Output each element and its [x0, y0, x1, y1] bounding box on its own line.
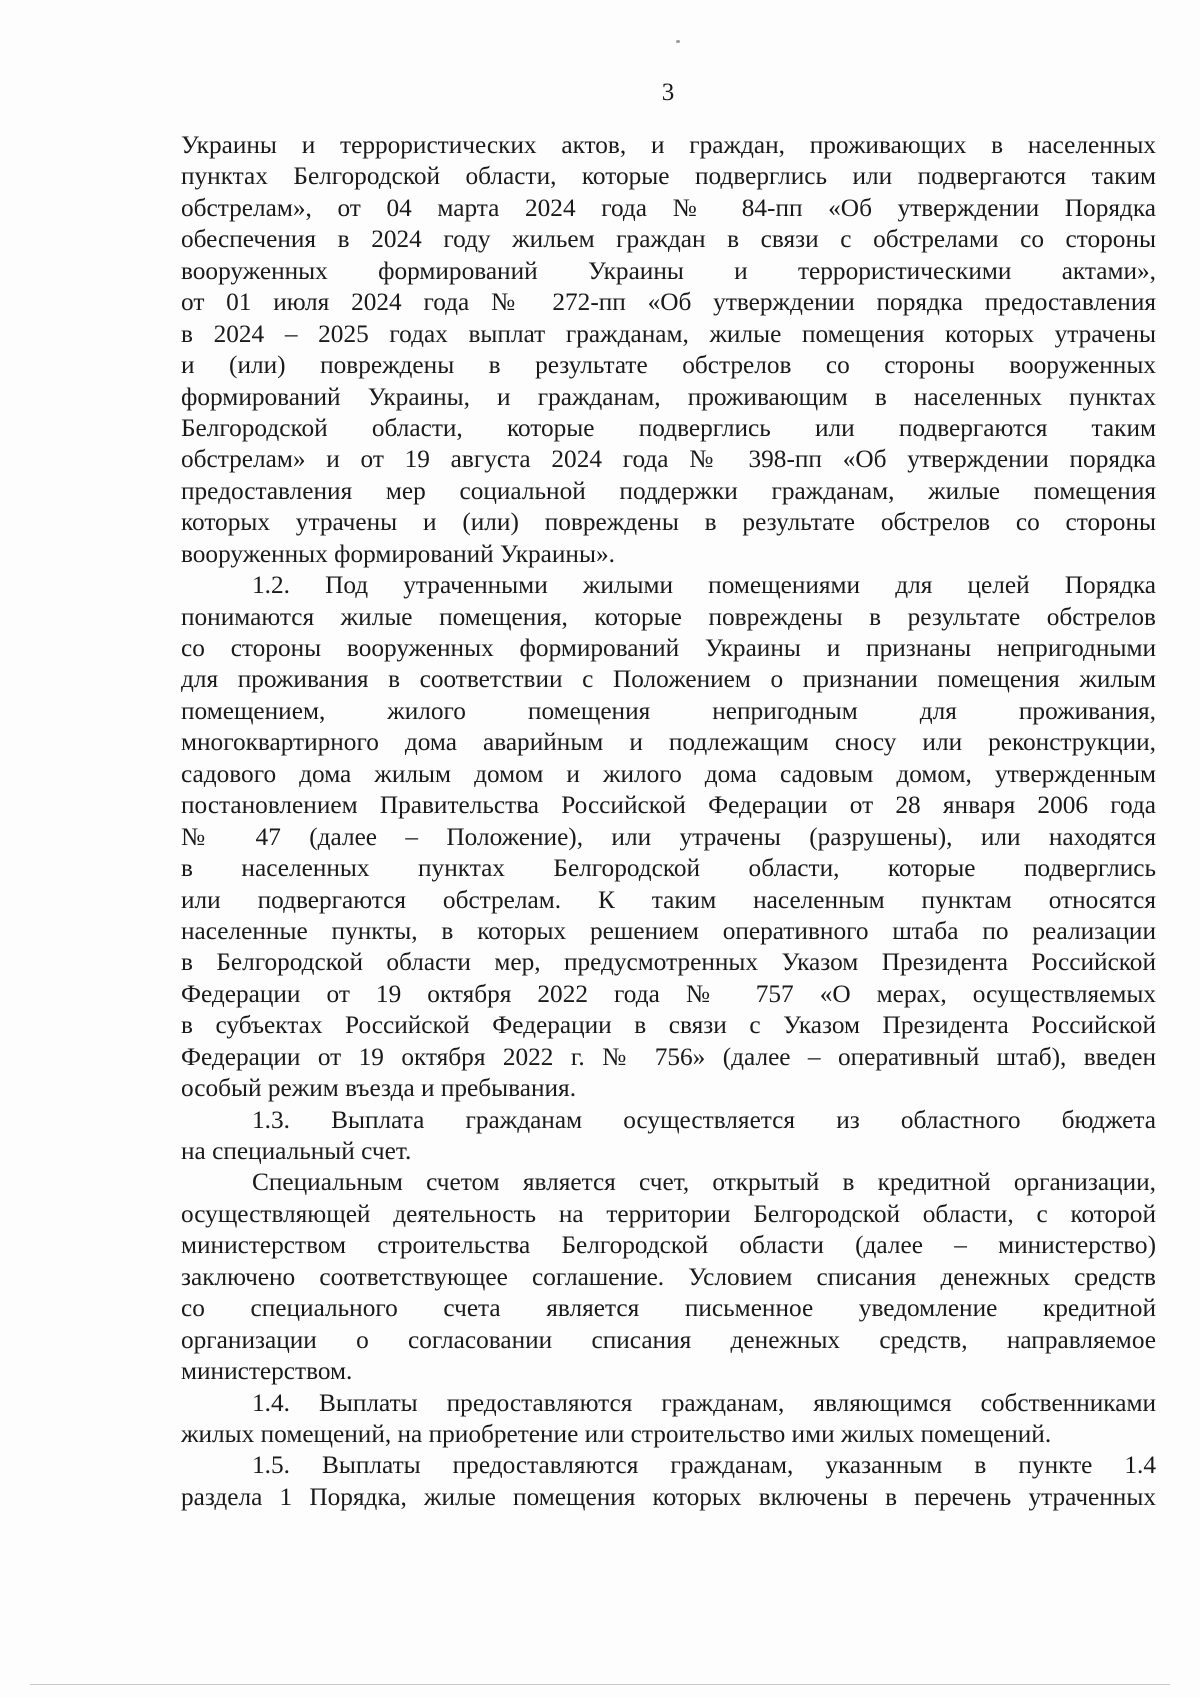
text-line: помещением, жилого помещения непригодным для проживания,: [181, 696, 1156, 725]
text-line: 1.4. Выплаты предоставляются гражданам, являющимся собственниками: [252, 1388, 1156, 1417]
text-line: в населенных пунктах Белгородской области, которые подверглись: [181, 854, 1156, 883]
text-line: № 47 (далее – Положение), или утрачены (разрушены), или находятся: [181, 822, 1156, 851]
text-line: вооруженных формирований Украины».: [181, 539, 615, 568]
text-line: или подвергаются обстрелам. К таким населенным пунктам относятся: [181, 885, 1156, 914]
text-line: пунктах Белгородской области, которые подверглись или подвергаются таким: [181, 162, 1156, 191]
text-line: заключено соответствующее соглашение. Условием списания денежных средств: [181, 1262, 1156, 1291]
text-line: жилых помещений, на приобретение или строительство ими жилых помещений.: [181, 1419, 1052, 1448]
paragraph: [181, 570, 1156, 1104]
paragraph: [181, 1105, 1156, 1168]
text-line: и (или) повреждены в результате обстрелов со стороны вооруженных: [181, 351, 1156, 380]
text-line: Украины и террористических актов, и граждан, проживающих в населенных: [181, 131, 1156, 159]
text-line: Федерации от 19 октября 2022 г. № 756» (далее – оперативный штаб), введен: [181, 1042, 1156, 1071]
text-line: 1.5. Выплаты предоставляются гражданам, указанным в пункте 1.4: [252, 1451, 1156, 1480]
scan-edge-line: [30, 1684, 1170, 1685]
text-line: на специальный счет.: [181, 1137, 412, 1165]
text-line: понимаются жилые помещения, которые повреждены в результате обстрелов: [181, 602, 1156, 631]
text-line: Белгородской области, которые подверглись или подвергаются таким: [181, 413, 1156, 442]
text-line: предоставления мер социальной поддержки гражданам, жилые помещения: [181, 476, 1156, 505]
text-line: населенные пункты, в которых решением оперативного штаба по реализации: [181, 916, 1156, 945]
text-line: в Белгородской области мер, предусмотренных Указом Президента Российской: [181, 948, 1156, 977]
text-line: Федерации от 19 октября 2022 года № 757 «О мерах, осуществляемых: [181, 979, 1156, 1008]
text-line: от 01 июля 2024 года № 272-пп «Об утверждении порядка предоставления: [181, 288, 1156, 317]
text-line: которых утрачены и (или) повреждены в результате обстрелов со стороны: [181, 508, 1156, 537]
text-line: вооруженных формирований Украины и террористическими актами»,: [181, 256, 1156, 285]
text-line: 1.3. Выплата гражданам осуществляется из областного бюджета: [252, 1105, 1156, 1134]
text-line: министерством строительства Белгородской области (далее – министерство): [181, 1231, 1156, 1260]
text-line: в 2024 – 2025 годах выплат гражданам, жилые помещения которых утрачены: [181, 319, 1156, 348]
text-line: постановлением Правительства Российской Федерации от 28 января 2006 года: [181, 791, 1156, 820]
text-line: организации о согласовании списания денежных средств, направляемое: [181, 1325, 1156, 1354]
text-line: раздела 1 Порядка, жилые помещения которых включены в перечень утраченных: [181, 1482, 1156, 1511]
text-line: осуществляющей деятельность на территории Белгородской области, с которой: [181, 1199, 1156, 1228]
text-line: многоквартирного дома аварийным и подлежащим сносу или реконструкции,: [181, 728, 1156, 757]
text-line: со специального счета является письменное уведомление кредитной: [181, 1294, 1156, 1323]
text-line: обстрелам», от 04 марта 2024 года № 84-пп «Об утверждении Порядка: [181, 193, 1156, 222]
page-number: 3: [661, 79, 675, 106]
paragraph: [181, 1388, 1156, 1451]
text-line: министерством.: [181, 1357, 353, 1386]
text-line: Специальным счетом является счет, открытый в кредитной организации,: [252, 1168, 1156, 1197]
text-line: обстрелам» и от 19 августа 2024 года № 398-пп «Об утверждении порядка: [181, 445, 1156, 474]
text-line: со стороны вооруженных формирований Украины и признаны непригодными: [181, 634, 1156, 662]
text-line: 1.2. Под утраченными жилыми помещениями для целей Порядка: [252, 571, 1156, 600]
paragraph: [181, 1167, 1156, 1387]
paragraph: [181, 130, 1156, 570]
text-line: садового дома жилым домом и жилого дома садовым домом, утвержденным: [181, 759, 1156, 788]
paragraph: [181, 1450, 1156, 1513]
text-line: в субъектах Российской Федерации в связи с Указом Президента Российской: [181, 1011, 1156, 1040]
text-line: для проживания в соответствии с Положением о признании помещения жилым: [181, 665, 1156, 694]
text-line: обеспечения в 2024 году жильем граждан в связи с обстрелами со стороны: [181, 225, 1156, 254]
document-body-text: [181, 130, 1156, 1513]
scan-speck: [676, 40, 680, 43]
text-line: формирований Украины, и гражданам, проживающим в населенных пунктах: [181, 382, 1156, 411]
text-line: особый режим въезда и пребывания.: [181, 1074, 577, 1103]
